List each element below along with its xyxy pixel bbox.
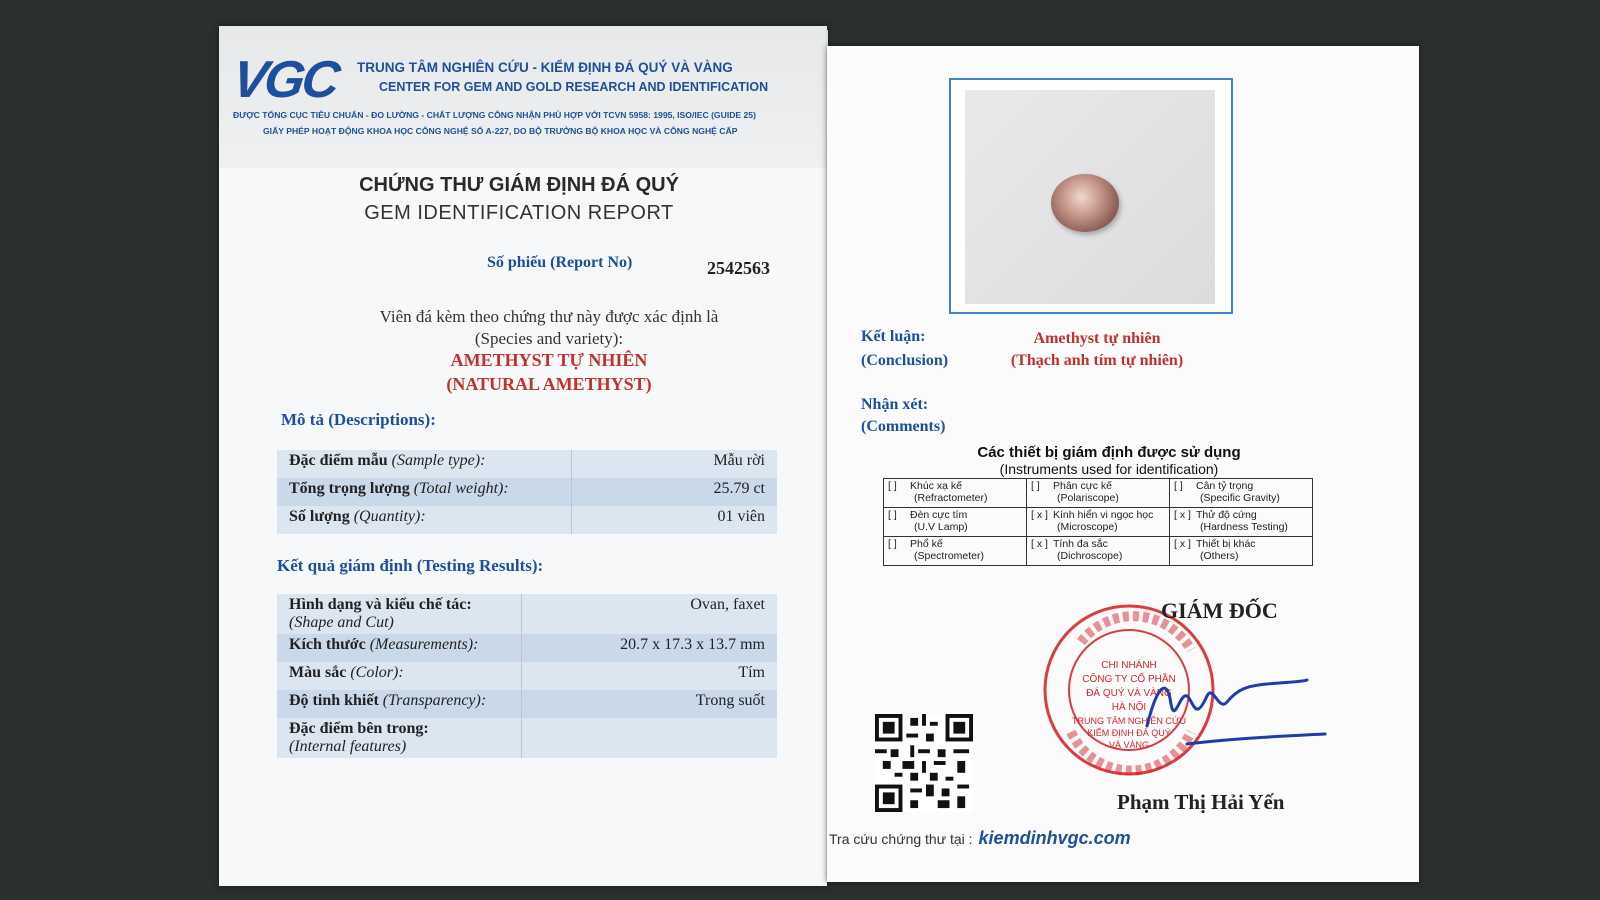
instrument-name-en: (Hardness Testing) [1200, 521, 1288, 533]
instrument-name-en: (Spectrometer) [914, 550, 985, 562]
svg-text:CHI NHÁNH: CHI NHÁNH [1101, 660, 1157, 671]
instrument-name-vn: Kính hiển vi ngọc học [1053, 509, 1154, 521]
svg-text:TRUNG TÂM NGHIÊN CỨU: TRUNG TÂM NGHIÊN CỨU [1071, 716, 1187, 726]
row-value: Tím [738, 664, 765, 681]
instrument-name-vn: Đèn cực tím [910, 509, 968, 521]
instrument-cell [1170, 508, 1313, 537]
instrument-cell [1027, 479, 1170, 508]
testing-results-heading: Kết quả giám định (Testing Results): [277, 556, 544, 575]
vgc-logo: VGC [228, 51, 341, 109]
instrument-name-en: (Microscope) [1057, 521, 1118, 533]
svg-text:KIỂM ĐỊNH ĐÁ QUÝ: KIỂM ĐỊNH ĐÁ QUÝ [1087, 728, 1171, 738]
instrument-name-vn: Cân tỷ trọng [1196, 480, 1254, 492]
conclusion-value-vn: Amethyst tự nhiên [1033, 330, 1161, 347]
report-number: 2542563 [707, 258, 770, 278]
instrument-checkbox: [ ] [888, 480, 897, 492]
instrument-checkbox: [ ] [888, 538, 897, 550]
qr-code-icon [875, 714, 973, 812]
table-row [277, 662, 777, 690]
row-value: Mẫu rời [713, 452, 765, 469]
table-row [277, 506, 777, 534]
handwritten-signature-icon [1127, 646, 1327, 756]
row-label-en: (Total weight): [413, 480, 509, 497]
lookup-website-link[interactable]: kiemdinhvgc.com [978, 828, 1131, 848]
instrument-checkbox: [ ] [1174, 480, 1183, 492]
instruments-table [883, 478, 1313, 566]
descriptions-heading: Mô tả (Descriptions): [281, 410, 436, 429]
row-label: Đặc điểm mẫu [289, 452, 388, 469]
instrument-checkbox: [ ] [888, 509, 897, 521]
instruments-heading [947, 444, 1271, 477]
conclusion-value-en: (Thạch anh tím tự nhiên) [1010, 352, 1184, 369]
instrument-checkbox: [ x ] [1031, 538, 1048, 550]
instrument-name-en: (Specific Gravity) [1200, 492, 1280, 504]
row-label: Hình dạng và kiểu chế tác: [289, 596, 472, 613]
instrument-name-en: (U.V Lamp) [914, 521, 968, 533]
comments-label-vn: Nhận xét: [861, 396, 929, 413]
row-value: Ovan, faxet [690, 596, 765, 613]
table-row [277, 594, 777, 634]
right-page [827, 46, 1419, 882]
table-row [277, 690, 777, 718]
row-label-en: (Color): [350, 664, 404, 681]
accreditation-line-2: GIẤY PHÉP HOẠT ĐỘNG KHOA HỌC CÔNG NGHỆ SỐ A-227, DO BỘ TRƯỞNG BỘ KHOA HỌC VÀ CÔNG NGHỆ CẤP [263, 126, 738, 136]
row-label-en: (Quantity): [353, 508, 426, 525]
instrument-name-vn: Phân cực kế [1053, 480, 1112, 492]
table-row [277, 718, 777, 758]
row-label: Màu sắc [289, 664, 347, 681]
table-row [277, 478, 777, 506]
species-intro-vn: Viên đá kèm theo chứng thư này được xác định là [379, 307, 719, 326]
instrument-name-en: (Polariscope) [1057, 492, 1119, 504]
row-label: Số lượng [289, 508, 350, 525]
instrument-cell [884, 537, 1027, 566]
instrument-checkbox: [ ] [1031, 480, 1040, 492]
row-label: Độ tinh khiết [289, 692, 379, 709]
row-label-en: (Measurements): [369, 636, 479, 653]
row-label: Kích thước [289, 636, 366, 653]
instrument-cell [884, 479, 1027, 508]
header-band [219, 26, 827, 168]
row-label-en: (Sample type): [391, 452, 486, 469]
row-value: 20.7 x 17.3 x 13.7 mm [522, 634, 778, 662]
row-label: Đặc điểm bên trong: [289, 720, 429, 737]
conclusion-label-en: (Conclusion) [861, 352, 949, 369]
species-intro [369, 306, 729, 350]
species-name-vn: AMETHYST TỰ NHIÊN [450, 350, 648, 370]
row-label-en: (Shape and Cut) [289, 614, 394, 631]
instrument-name-vn: Tính đa sắc [1053, 538, 1108, 550]
instrument-name-vn: Khúc xạ kế [910, 480, 962, 492]
row-value: 01 viên [717, 508, 765, 525]
instrument-cell [884, 508, 1027, 537]
descriptions-table [277, 450, 777, 534]
left-page [219, 26, 827, 886]
testing-results-table [277, 594, 777, 758]
instrument-name-vn: Phổ kế [910, 538, 943, 550]
conclusion-label-vn: Kết luận: [861, 328, 926, 345]
row-value: 25.79 ct [572, 478, 778, 506]
instrument-cell [1027, 508, 1170, 537]
species-name-en: (NATURAL AMETHYST) [446, 374, 652, 394]
gem-photo [965, 90, 1215, 304]
svg-text:CÔNG TY CỔ PHẦN: CÔNG TY CỔ PHẦN [1082, 674, 1176, 685]
instrument-checkbox: [ x ] [1174, 538, 1191, 550]
instrument-cell [1170, 479, 1313, 508]
signature-title: GIÁM ĐỐC [1161, 598, 1278, 623]
instrument-cell [1170, 537, 1313, 566]
lookup-label: Tra cứu chứng thư tại : [829, 831, 973, 847]
report-title-en: GEM IDENTIFICATION REPORT [364, 202, 674, 224]
org-name-vn: TRUNG TÂM NGHIÊN CỨU - KIỂM ĐỊNH ĐÁ QUÝ VÀ VÀNG [357, 60, 733, 75]
svg-text:VÀ VÀNG: VÀ VÀNG [1108, 740, 1150, 750]
row-label: Tổng trọng lượng [289, 480, 410, 497]
row-value [522, 718, 778, 758]
instruments-heading-vn: Các thiết bị giám định được sử dụng [977, 444, 1241, 461]
instrument-name-vn: Thử độ cứng [1196, 509, 1257, 521]
accreditation-line-1: ĐƯỢC TỔNG CỤC TIÊU CHUẨN - ĐO LƯỜNG - CHẤT LƯỢNG CÔNG NHẬN PHÙ HỢP VỚI TCVN 5958: 1995, ISO/IEC (GUIDE 25) [233, 110, 756, 120]
instrument-name-vn: Thiết bị khác [1196, 538, 1256, 550]
svg-text:HÀ NỘI: HÀ NỘI [1111, 702, 1147, 713]
row-label-en: (Internal features) [289, 738, 407, 755]
table-row [277, 634, 777, 662]
lookup-line [829, 828, 1131, 849]
report-title-vn: CHỨNG THƯ GIÁM ĐỊNH ĐÁ QUÝ [359, 174, 679, 196]
instruments-heading-en: (Instruments used for identification) [999, 461, 1219, 477]
instrument-name-en: (Others) [1200, 550, 1239, 562]
instrument-checkbox: [ x ] [1031, 509, 1048, 521]
species-intro-en: (Species and variety): [474, 329, 624, 348]
comments-label-en: (Comments) [861, 418, 946, 435]
org-name-en: CENTER FOR GEM AND GOLD RESEARCH AND IDENTIFICATION [379, 80, 769, 94]
instrument-name-en: (Refractometer) [914, 492, 988, 504]
species-name [369, 348, 729, 396]
signer-name: Phạm Thị Hải Yến [1117, 790, 1285, 814]
amethyst-gem-image [1051, 174, 1119, 232]
row-label-en: (Transparency): [382, 692, 487, 709]
table-row [277, 450, 777, 478]
gem-photo-frame [949, 78, 1233, 314]
instrument-name-en: (Dichroscope) [1057, 550, 1123, 562]
svg-text:ĐÁ QUÝ VÀ VÀNG: ĐÁ QUÝ VÀ VÀNG [1086, 688, 1172, 699]
row-value: Trong suốt [522, 690, 778, 718]
instrument-cell [1027, 537, 1170, 566]
instrument-checkbox: [ x ] [1174, 509, 1191, 521]
report-number-label: Số phiếu (Report No) [487, 254, 633, 271]
